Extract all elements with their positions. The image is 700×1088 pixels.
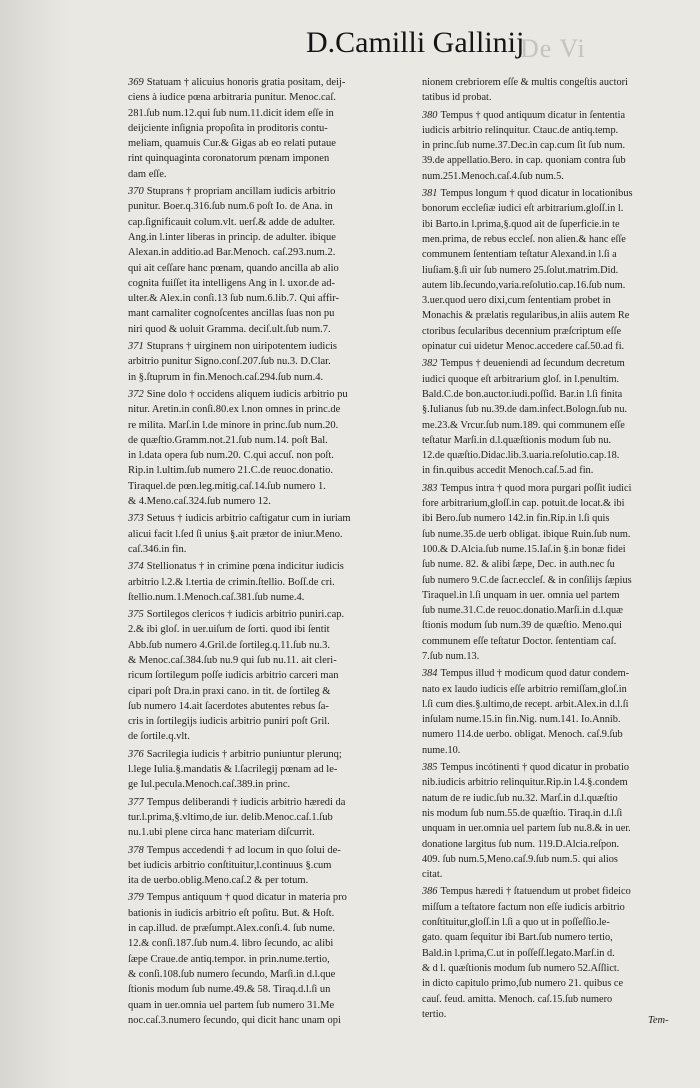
entry-line — [422, 448, 692, 463]
entry — [128, 75, 418, 182]
entry-line — [422, 588, 692, 603]
entry-line — [128, 151, 418, 166]
page-gutter-shadow — [0, 0, 70, 1088]
entry-line — [128, 575, 418, 590]
entry-line — [128, 402, 418, 417]
entry — [128, 184, 418, 337]
entry-text: l.lege Iulia.§.mandatis & l.ſacrilegij pœnam ad le- — [128, 764, 338, 776]
entry-text: 409. ſub num.5,Meno.caſ.9.ſub num.5. qui alios — [422, 853, 618, 865]
entry-text: nato ex laudo iudicis eſſe arbitrio remiſſam,gloſ.in — [422, 683, 627, 695]
entry-number: 373 — [128, 513, 144, 525]
entry-text: Rip.in l.ultim.ſub numero 21.C.de reuoc.donatio. — [128, 465, 334, 477]
entry-line — [128, 906, 418, 921]
entry-text: citat. — [422, 869, 443, 881]
entry-text: ulter.& Alex.in conſi.13 ſub num.6.lib.7. Qui affir- — [128, 293, 340, 305]
entry-text: numero 114.de uerbo. obligat. Menoch. caſ.9.ſub — [422, 729, 623, 741]
entry-text: bonorum eccleſiæ iudici eſt arbitrarium.gloſſ.in l. — [422, 203, 624, 215]
entry-text: ciens à iudice pœna arbitraria punitur. Menoc.caſ. — [128, 92, 336, 104]
entry-line — [422, 837, 692, 852]
entry-text: cauſ. feud. amitta. Menoch. caſ.15.ſub numero — [422, 993, 613, 1005]
entry-text: 7.ſub num.13. — [422, 650, 480, 662]
entry-line — [128, 354, 418, 369]
entry — [422, 666, 692, 758]
entry-text: Tiraquel.in l.ſi unquam in uer. omnia uel partem — [422, 589, 620, 601]
entry-text: in §.ſtuprum in fin.Menoch.caſ.294.ſub num.4. — [128, 371, 324, 383]
entry-text: ricum ſortilegum poſſe iudicis arbitrio carceri man — [128, 670, 339, 682]
entry-text: deijciente inſignia propoſita in proditoris contu- — [128, 122, 328, 134]
entry-text: Tempus intra † quod mora purgari poſſit iudici — [440, 482, 632, 494]
entry-line — [128, 890, 418, 905]
entry-text: donatione largitus ſub num. 119.D.Alcia.reſpon. — [422, 838, 620, 850]
entry-line — [422, 123, 692, 138]
entry-text: caſ.346.in fin. — [128, 543, 187, 555]
entry-line — [128, 795, 418, 810]
entry-line — [422, 712, 692, 727]
entry-line — [128, 684, 418, 699]
entry-text: unquam in uer.omnia uel partem ſub nu.8.& in uer. — [422, 823, 631, 835]
entry-line — [422, 573, 692, 588]
entry-number: 380 — [422, 109, 438, 121]
entry-line — [422, 387, 692, 402]
entry-line — [422, 806, 692, 821]
entry-text: ge Iul.pecula.Menoch.caſ.389.in princ. — [128, 779, 291, 791]
entry-line — [128, 121, 418, 136]
entry-line — [128, 967, 418, 982]
entry — [128, 607, 418, 745]
entry-line — [128, 291, 418, 306]
entry-line — [128, 952, 418, 967]
entry-text: & 4.Meno.caſ.324.ſub numero 12. — [128, 496, 271, 508]
entry-text: Tempus illud † modicum quod datur condem- — [440, 668, 630, 680]
entry-line — [128, 261, 418, 276]
entry-line — [422, 108, 692, 123]
entry-line — [128, 559, 418, 574]
entry-text: Tempus † deueniendi ad ſecundum decretum — [440, 358, 625, 370]
entry-line — [422, 511, 692, 526]
entry — [128, 559, 418, 605]
entry-line — [422, 138, 692, 153]
entry-text: Stuprans † propriam ancillam iudicis arbitrio — [146, 186, 336, 198]
entry-text: ctoribus ſecularibus decennium præſcriptum eſſe — [422, 325, 622, 337]
entry — [422, 481, 692, 665]
entry-text: de ſortile.q.vlt. — [128, 731, 190, 743]
entry-text: 2.& ibi gloſ. in uer.uiſum de ſorti. quod ibi ſentit — [128, 624, 330, 636]
entry-text: teſtatur Marſi.in d.l.quæſtionis modum ſub nu. — [422, 434, 612, 446]
entry-line — [128, 370, 418, 385]
entry-number: 374 — [128, 561, 144, 573]
entry-text: Sacrilegia iudicis † arbitrio puniuntur plerunq; — [146, 748, 342, 760]
entry-line — [422, 339, 692, 354]
entry-text: ſub nume.31.C.de reuoc.donatio.Marſi.in d.l.quæ — [422, 605, 624, 617]
entry-text: 281.ſub num.12.qui ſub num.11.dicit idem eſſe in — [128, 107, 334, 119]
entry-line — [422, 930, 692, 945]
entry — [128, 387, 418, 509]
entry-line — [128, 245, 418, 260]
entry-line — [128, 777, 418, 792]
entry-text: Statuam † alicuius honoris gratia positam, deij- — [146, 77, 346, 88]
entry-number: 384 — [422, 668, 438, 680]
entry-line — [422, 201, 692, 216]
entry-line — [422, 915, 692, 930]
entry-number: 386 — [422, 886, 438, 898]
entry — [422, 356, 692, 478]
entry-number: 383 — [422, 482, 438, 494]
entry-text: iudicis arbitrio relinquitur. Ctauc.de antiq.temp. — [422, 124, 619, 136]
entry-line — [422, 697, 692, 712]
entry-line — [422, 867, 692, 882]
entry-text: ſub nume. 82. & alibi ſæpe, Dec. in auth.nec ſu — [422, 559, 615, 571]
entry-text: in l.data opera ſub num.20. C.qui accuſ. non poſt. — [128, 450, 334, 462]
entry-text: ſtionis modum ſub nume.49.& 58. Tiraq.d.l.ſi un — [128, 984, 331, 996]
entry-line — [422, 775, 692, 790]
entry-line — [422, 618, 692, 633]
entry-text: miſſum a teſtatore factum non eſſe iudicis arbitrio — [422, 901, 625, 913]
entry-text: Tempus longum † quod dicatur in locationibus — [440, 188, 633, 200]
entry-text: dam eſſe. — [128, 168, 167, 180]
entry-line — [422, 542, 692, 557]
entry-line — [422, 463, 692, 478]
entry-text: natum de re iudic.ſub nu.32. Marſ.in d.l.quæſtio — [422, 792, 618, 804]
entry-line — [422, 682, 692, 697]
entry-text: Stellionatus † in crimine pœna indicitur iudicis — [146, 561, 344, 573]
entry-line — [128, 542, 418, 557]
entry-line — [422, 791, 692, 806]
entry-line — [128, 1013, 418, 1028]
entry-text: §.Iulianus ſub nu.39.de dam.infect.Bologn.ſub nu. — [422, 404, 628, 416]
entry-text: mant carnaliter cognoſcentes ancillas ſuas non pu — [128, 308, 335, 320]
entry-text: tur.l.prima,§.vltimo,de iur. delib.Menoc.caſ.1.ſub — [128, 811, 333, 823]
entry-number: 371 — [128, 341, 144, 353]
entry-text: in dicto capitulo primo,ſub numero 21. quibus ce — [422, 978, 624, 990]
right-column — [422, 75, 692, 1024]
entry-line — [422, 634, 692, 649]
entry — [128, 339, 418, 385]
entry-line — [422, 603, 692, 618]
entry-text: tatibus id probat. — [422, 92, 492, 104]
entry-text: noc.caſ.3.numero ſecundo, qui dicit hanc unam opi — [128, 1014, 341, 1026]
entry-text: cipari poſt Dra.in praxi cano. in tit. de ſortileg & — [128, 685, 331, 697]
entry-text: nu.1.ubi plene circa hanc materiam diſcurrit. — [128, 827, 315, 839]
entry-text: 39.de appellatio.Bero. in cap. quoniam contra ſub — [422, 155, 626, 167]
entry-text: Bald.in l.prima,C.ut in poſſeſſ.legato.Marſ.in d. — [422, 947, 615, 959]
entry-text: ſub numero 14.ait ſacerdotes abutentes rebus ſa- — [128, 700, 329, 712]
entry-text: 12.de quæſtio.Didac.lib.3.uaria.reſolutio.cap.18. — [422, 450, 620, 462]
entry-text: niri quod & uoluit Gramma. deciſ.ult.ſub num.7. — [128, 323, 331, 335]
entry-text: nionem crebriorem eſſe & multis congeſtis auctori — [422, 77, 628, 88]
entry-text: & Menoc.caſ.384.ſub nu.9 qui ſub nu.11. ait cleri- — [128, 654, 337, 666]
entry — [128, 511, 418, 557]
entry-text: bet iudicis arbitrio conſtituitur,l.continuus §.cum — [128, 859, 332, 871]
entry-line — [422, 186, 692, 201]
entry-line — [422, 90, 692, 105]
entry-text: Ang.in l.inter liberas in princip. de adulter. ibique — [128, 231, 336, 243]
entry-line — [422, 649, 692, 664]
entry-text: ibi Barto.in l.prima,§.quod ait de ſuperficie.in te — [422, 218, 620, 230]
entry-line — [128, 527, 418, 542]
entry-line — [128, 184, 418, 199]
entry-line — [128, 494, 418, 509]
entry-text: nume.10. — [422, 744, 461, 756]
entry-text: cris in ſortilegijs iudicis arbitrio puniri poſt Gril. — [128, 716, 330, 728]
entry-line — [128, 433, 418, 448]
entry-line — [128, 590, 418, 605]
entry-line — [422, 666, 692, 681]
entry-line — [128, 106, 418, 121]
entry-line — [422, 727, 692, 742]
entry — [422, 884, 692, 1022]
entry-line — [422, 278, 692, 293]
entry-text: nib.iudicis arbitrio relinquitur.Rip.in l.4.§.condem — [422, 777, 628, 789]
entry-line — [128, 230, 418, 245]
entry-line — [128, 699, 418, 714]
entry-text: Tiraquel.de pœn.leg.mitig.caſ.14.ſub numero 1. — [128, 480, 326, 492]
entry-number: 370 — [128, 186, 144, 198]
entry — [422, 75, 692, 106]
entry-line — [422, 527, 692, 542]
entry-text: 100.& D.Alcia.ſub nume.15.Iaſ.in §.in bonæ fidei — [422, 543, 626, 555]
entry-text: opinatur cui uidetur Menoc.accedere caſ.50.ad fi. — [422, 341, 625, 353]
entry-line — [128, 921, 418, 936]
entry-number: 369 — [128, 77, 144, 88]
entry-line — [128, 136, 418, 151]
entry-text: ſæpe Craue.de antiq.tempor. in prin.nume.tertio, — [128, 953, 330, 965]
entry — [128, 795, 418, 841]
entry-number: 379 — [128, 892, 144, 904]
entry-text: alicui facit l.ſed ſi unius §.ait prætor de iniur.Meno. — [128, 528, 343, 540]
entry-line — [128, 729, 418, 744]
entry-text: Stuprans † uirginem non uiripotentem iudicis — [146, 341, 337, 353]
entry-line — [128, 479, 418, 494]
entry-line — [422, 308, 692, 323]
entry-line — [422, 247, 692, 262]
entry-line — [128, 306, 418, 321]
entry-number: 372 — [128, 388, 144, 400]
entry-line — [422, 153, 692, 168]
entry-line — [422, 217, 692, 232]
entry-text: Tempus † quod antiquum dicatur in ſententia — [440, 109, 626, 121]
entry-line — [422, 293, 692, 308]
entry-text: Monachis & prælatis regularibus,in aliis autem Re — [422, 310, 630, 322]
entry-text: fore arbitrarium,gloſſ.in cap. potuit.de locat.& ibi — [422, 498, 625, 510]
entry — [128, 747, 418, 793]
entry-text: 12.& conſi.187.ſub num.4. libro ſecundo, ac alibi — [128, 938, 334, 950]
entry-text: autem lib.ſecundo,varia.reſolutio.cap.16.ſub num. — [422, 279, 626, 291]
entry-line — [422, 946, 692, 961]
entry-text: Tempus antiquum † quod dicatur in materia pro — [146, 892, 347, 904]
entry-number: 378 — [128, 844, 144, 856]
entry-line — [422, 976, 692, 991]
entry-text: Abb.ſub numero 4.Gril.de ſortileg.q.11.ſub nu.3. — [128, 639, 331, 651]
entry-number: 381 — [422, 188, 438, 200]
entry-line — [128, 322, 418, 337]
entry-text: ita de uerbo.oblig.Meno.caſ.2 & per totum. — [128, 875, 309, 887]
entry-line — [128, 75, 418, 90]
entry-text: ſtellio.num.1.Menoch.caſ.381.ſub nume.4. — [128, 591, 305, 603]
entry-line — [422, 760, 692, 775]
entry-line — [422, 372, 692, 387]
entry — [128, 843, 418, 889]
entry-line — [128, 873, 418, 888]
entry-text: inſulam nume.15.in fin.Nig. num.141. Io.Annib. — [422, 714, 621, 726]
entry — [128, 890, 418, 1028]
entry-line — [422, 75, 692, 90]
entry-text: ſub nume.35.de uerb obligat. ibique Ruin.ſub num. — [422, 528, 631, 540]
entry-line — [128, 843, 418, 858]
entry-text: re milita. Marſ.in l.de minore in princ.ſub num.20. — [128, 419, 339, 431]
entry-line — [128, 607, 418, 622]
entry-line — [128, 936, 418, 951]
entry-line — [128, 858, 418, 873]
entry-number: 375 — [128, 609, 144, 621]
entry-text: nis modum ſub num.55.de quæſtio. Tiraq.in d.l.ſi — [422, 807, 623, 819]
entry-line — [422, 402, 692, 417]
entry-line — [128, 762, 418, 777]
entry-line — [422, 992, 692, 1007]
entry-line — [128, 276, 418, 291]
entry-line — [422, 356, 692, 371]
entry-text: arbitrio l.2.& l.tertia de crimin.ſtellio. Boſſ.de cri. — [128, 576, 335, 588]
entry-text: & d l. quæſtionis modum ſub numero 52.Aſſlict. — [422, 962, 620, 974]
entry-line — [128, 90, 418, 105]
entry-line — [422, 743, 692, 758]
entry-text: liuſiam.§.ſi uir ſub numero 25.ſolut.matrim.Did. — [422, 264, 619, 276]
entry-text: de quæſtio.Gramm.not.21.ſub num.14. poſt Bal. — [128, 434, 328, 446]
entry-text: cognita fuiſſet ita intelligens Ang in l. uxor.de ad- — [128, 277, 336, 289]
entry-text: men.prima, de rebus eccleſ. non alien.& hanc eſſe — [422, 233, 626, 245]
entry-line — [128, 199, 418, 214]
entry — [422, 760, 692, 882]
entry-line — [422, 481, 692, 496]
entry-text: in cap.illud. de præſumpt.Alex.conſi.4. ſub nume. — [128, 923, 336, 935]
entry-line — [422, 324, 692, 339]
entry-text: iudici quoque eſt arbitrarium gloſ. in l.penultim. — [422, 373, 620, 385]
entry-line — [128, 622, 418, 637]
entry-line — [128, 982, 418, 997]
entry-line — [128, 463, 418, 478]
entry-line — [128, 747, 418, 762]
entry-text: me.23.& Vrcur.ſub num.189. qui communem eſſe — [422, 419, 625, 431]
entry-text: ibi Bero.ſub numero 142.in fin.Rip.in l.ſi quis — [422, 513, 610, 525]
entry-line — [128, 825, 418, 840]
entry-line — [128, 998, 418, 1013]
entry-text: Bald.C.de bon.auctor.iudi.poſſid. Bar.in l.ſi finita — [422, 388, 623, 400]
entry-line — [422, 961, 692, 976]
entry-text: Tempus incótinenti † quod dicatur in probatio — [440, 762, 630, 774]
entry-line — [422, 263, 692, 278]
entry-text: num.251.Menoch.caſ.4.ſub num.5. — [422, 170, 564, 182]
entry-text: l.ſi cum dies.§.ultimo,de recept. arbit.Alex.in d.l.ſi — [422, 698, 629, 710]
entry-text: punitur. Boer.q.316.ſub num.6 poſt Io. de Ana. in — [128, 201, 333, 213]
entry-line — [128, 339, 418, 354]
entry-text: gato. quam ſequitur ibi Bart.ſub numero tertio, — [422, 932, 613, 944]
entry-line — [422, 418, 692, 433]
entry-line — [422, 433, 692, 448]
entry-text: meliam, quamuis Cur.& Gigas ab eo relati putaue — [128, 138, 336, 150]
entry-text: tertio. — [422, 1008, 447, 1020]
entry-line — [128, 668, 418, 683]
entry-text: quam in uer.omnia uel partem ſub numero 31.Me — [128, 999, 335, 1011]
entry-line — [128, 511, 418, 526]
entry-text: Alexan.in additio.ad Bar.Menoch. caſ.293.num.2. — [128, 247, 336, 259]
entry-text: communem ſententiam teſtatur Alexand.in l.ſi a — [422, 249, 617, 261]
entry-line — [422, 496, 692, 511]
entry-line — [128, 714, 418, 729]
bleed-through-text: De Vi — [520, 34, 586, 63]
entry-line — [422, 884, 692, 899]
entry-text: in fin.quibus accedit Menoch.caſ.5.ad fin. — [422, 465, 594, 477]
entry-number: 385 — [422, 762, 438, 774]
entry-line — [422, 169, 692, 184]
catchword: Tem- — [648, 1015, 669, 1026]
entry-line — [128, 810, 418, 825]
entry-text: & conſi.108.ſub numero ſecundo, Marſi.in d.l.que — [128, 968, 336, 980]
entry-line — [128, 215, 418, 230]
entry-text: cap.ſignificauit colum.vlt. uerſ.& adde de adulter. — [128, 216, 336, 228]
entry-line — [128, 167, 418, 182]
entry-number: 382 — [422, 358, 438, 370]
entry-text: conſtituitur,gloſſ.in l.ſi a quo ut in poſſeſſio.le- — [422, 917, 610, 929]
entry-text: Tempus accedendi † ad locum in quo ſolui de- — [146, 844, 341, 856]
entry-text: arbitrio punitur Signo.conſ.207.ſub nu.3. D.Clar. — [128, 356, 331, 368]
entry-line — [128, 653, 418, 668]
entry-text: Sine dolo † occidens aliquem iudicis arbitrio pu — [146, 388, 348, 400]
entry-line — [422, 232, 692, 247]
entry-line — [422, 852, 692, 867]
entry-text: Setuus † iudicis arbitrio caſtigatur cum in iuriam — [146, 513, 351, 525]
entry-line — [128, 387, 418, 402]
running-head: D.Camilli Gallinij — [306, 26, 525, 59]
entry-text: bationis in iudicis arbitrio eſt poſitu. But. & Hoſt. — [128, 907, 335, 919]
entry — [422, 108, 692, 184]
entry-text: ſub numero 9.C.de ſacr.eccleſ. & in conſilijs ſæpius — [422, 574, 632, 586]
entry-text: qui ait ceſſare hanc pœnam, quando ancilla ab alio — [128, 262, 339, 274]
entry-text: Tempus deliberandi † iudicis arbitrio hæredi da — [146, 796, 346, 808]
entry-text: communem eſſe teſtatur Doctor. ſententiam caſ. — [422, 635, 617, 647]
entry-text: 3.uer.quod uero dixi,cum ſententiam probet in — [422, 295, 611, 307]
entry-line — [128, 638, 418, 653]
entry-line — [422, 557, 692, 572]
entry-text: Tempus hæredi † ſtatuendum ut probet fideico — [440, 886, 631, 898]
entry-text: rint quinquaginta coronatorum pœnam imponen — [128, 153, 330, 165]
entry-number: 376 — [128, 748, 144, 760]
entry-line — [422, 821, 692, 836]
entry-number: 377 — [128, 796, 144, 808]
entry-line — [422, 900, 692, 915]
entry — [422, 186, 692, 354]
entry-text: in princ.ſub nume.37.Dec.in cap.cum ſit ſub num. — [422, 140, 626, 152]
entry-text: Sortilegos clericos † iudicis arbitrio puniri.cap. — [146, 609, 345, 621]
left-column — [128, 75, 418, 1030]
entry-text: ſtionis modum ſub num.39 de quæſtio. Meno.qui — [422, 620, 622, 632]
entry-text: nitur. Aretin.in conſi.80.ex l.non omnes in princ.de — [128, 404, 341, 416]
entry-line — [128, 448, 418, 463]
entry-line — [128, 418, 418, 433]
